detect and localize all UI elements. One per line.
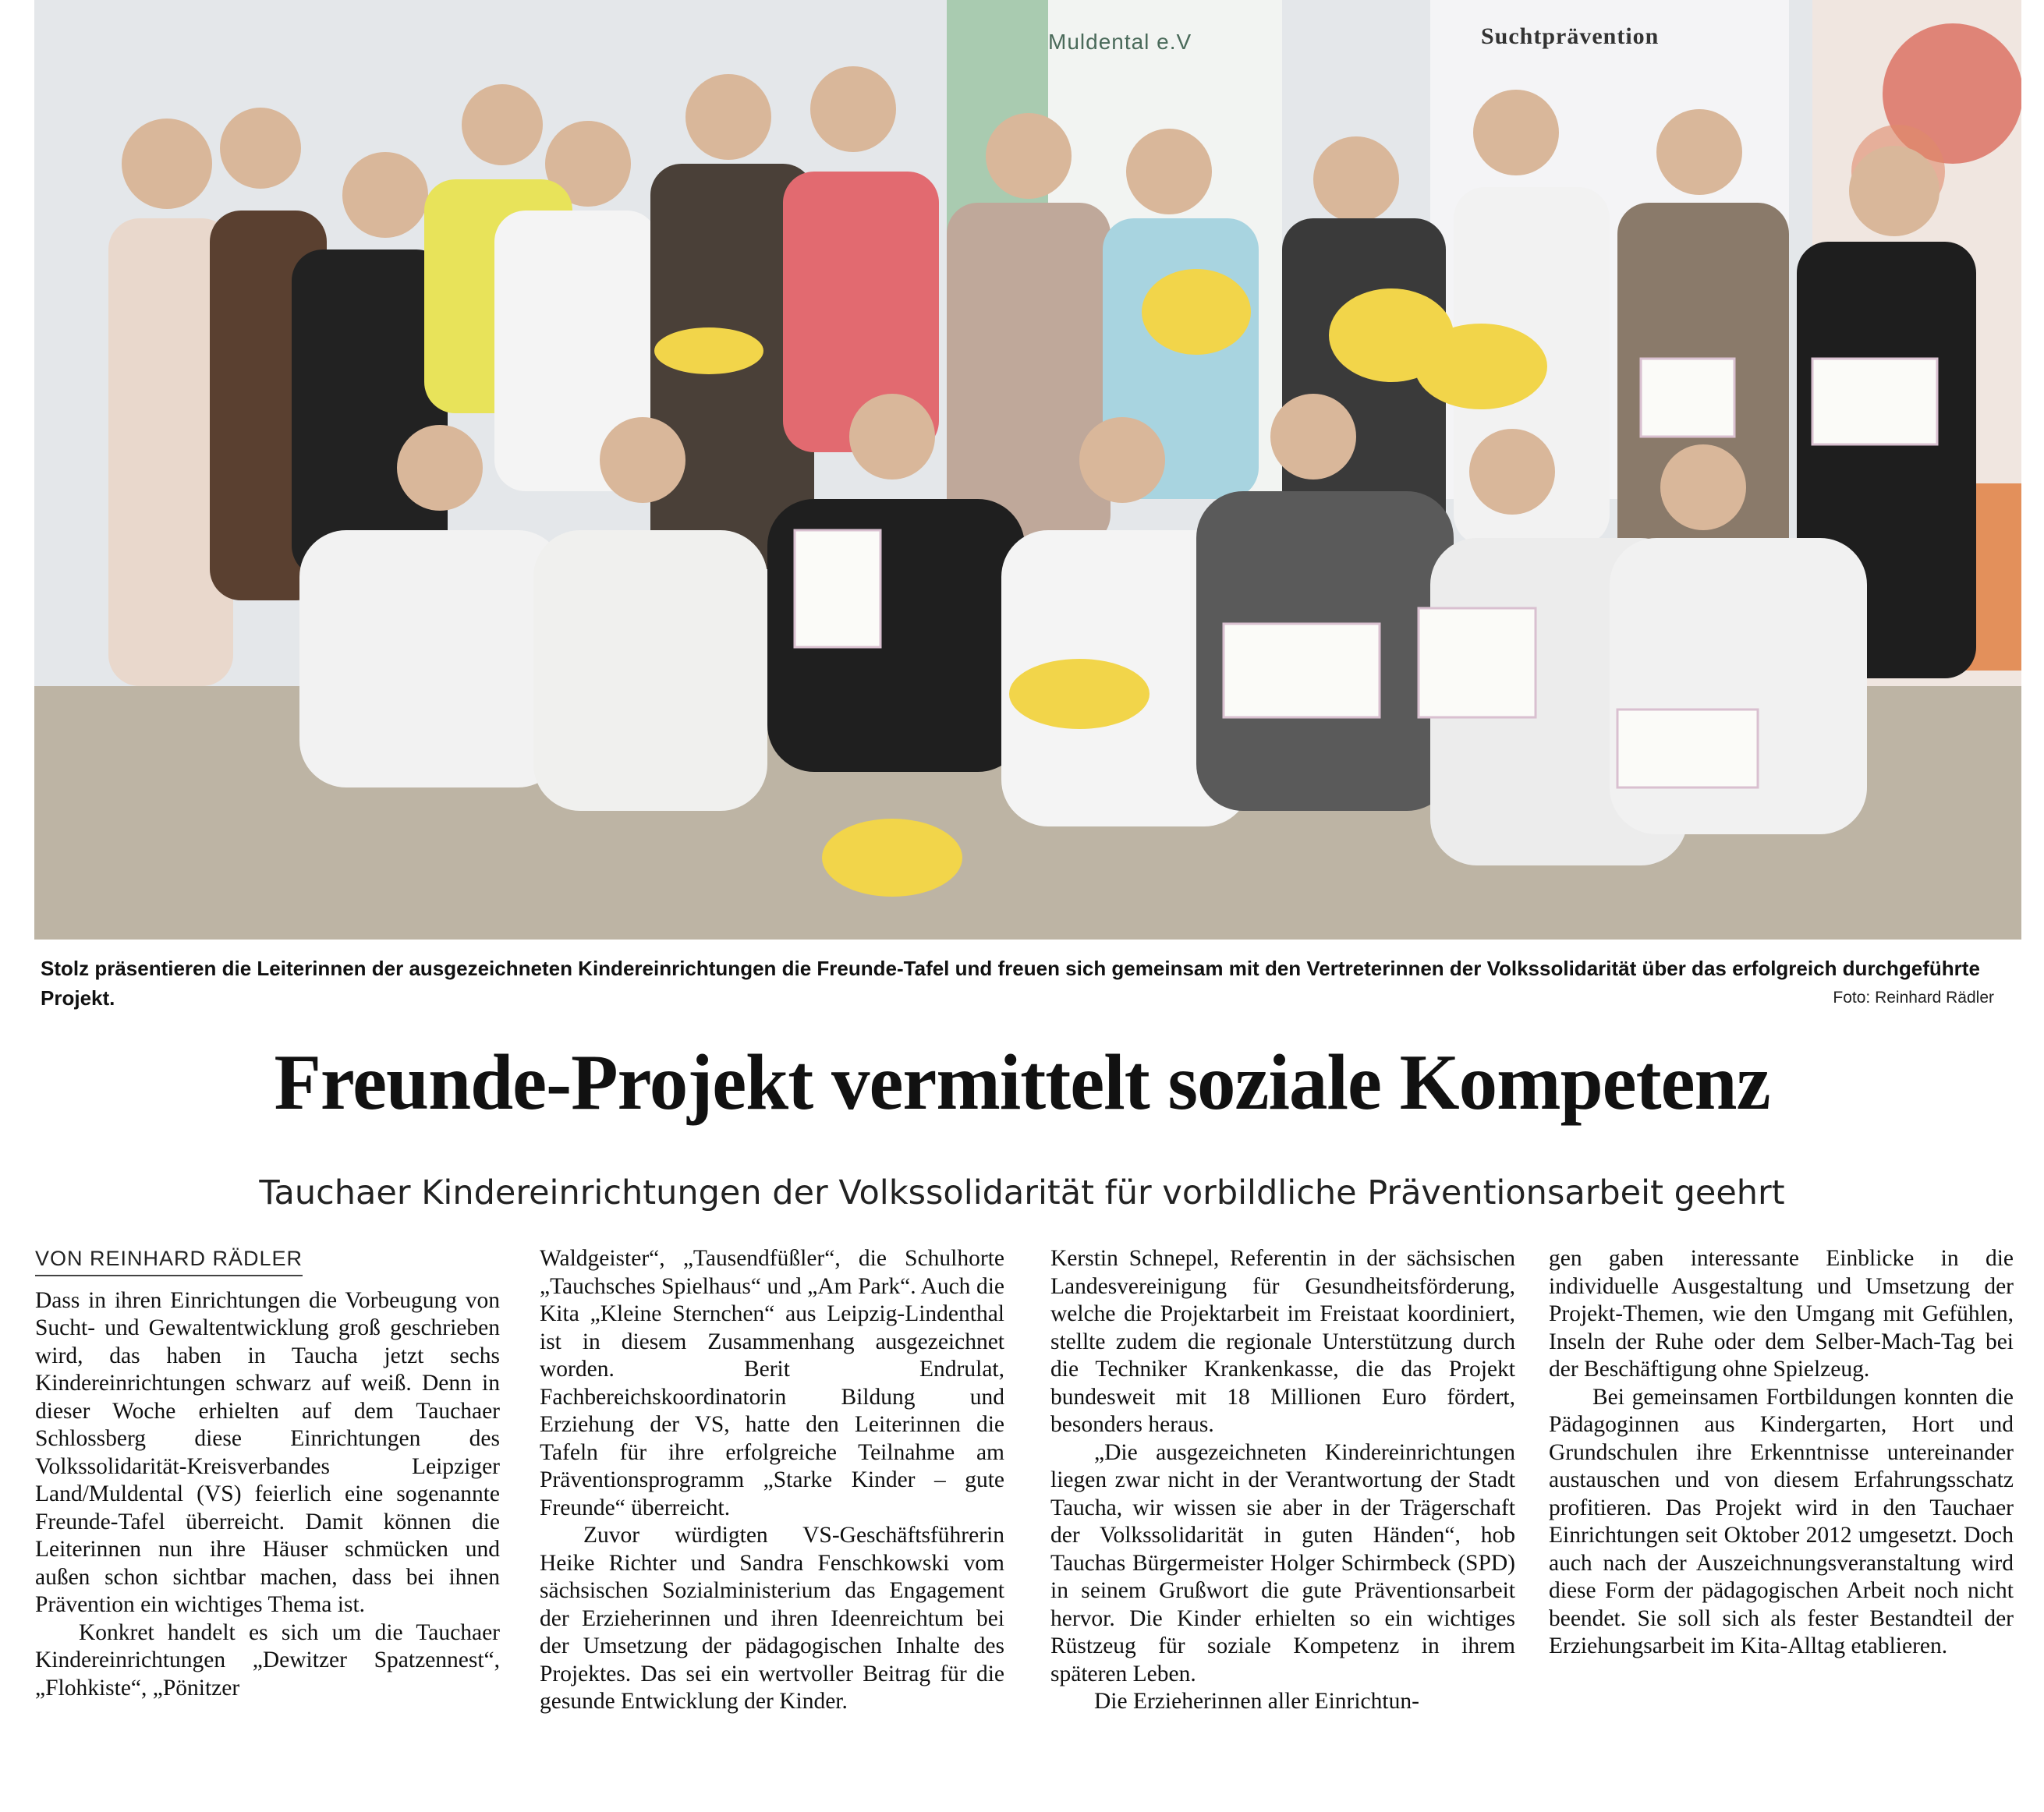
photo-credit: Foto: Reinhard Rädler — [1833, 989, 1994, 1007]
paragraph: „Die ausgezeichneten Kindereinrichtungen liegen zwar nicht in der Verantwortung der Stadt Taucha, wir wissen sie aber in der Trägerschaft der Volkssolidarität in guten Händen“, hob Tauchas Bürgermeister Holger Schirmbeck (SPD) in seinem Grußwort die gute Präventionsarbeit hervor. Die Kinder erhielten so ein wichtiges Rüstzeug für soziale Kompetenz in ihrem späteren Leben. — [1050, 1439, 1515, 1686]
article-photo — [34, 0, 2021, 940]
paragraph: Dass in ihren Einrichtungen die Vorbeugung von Sucht- und Gewaltentwicklung groß geschrieben wird, das haben in Taucha jetzt sechs Kindereinrichtungen schwarz auf weiß. Denn in dieser Woche erhielten auf dem Tauchaer Schlossberg diese Einrichtungen des Volkssolidarität-Kreisverbandes Leipziger Land/Muldental (VS) feierlich eine sogenannte Freunde-Tafel überreicht. Damit können die Leiterinnen nun ihre Häuser schmücken und außen schon sichtbar machen, dass bei ihnen Prävention ein wichtiges Thema ist. — [35, 1287, 500, 1617]
banner-text: Muldental e.V — [1048, 30, 1192, 54]
paragraph: Konkret handelt es sich um die Tauchaer Kindereinrichtungen „Dewitzer Spatzennest“, „Flohkiste“, „Pönitzer — [35, 1619, 500, 1701]
byline: VON REINHARD RÄDLER — [35, 1245, 303, 1276]
paragraph: gen gaben interessante Einblicke in die individuelle Ausgestaltung und Umsetzung der Projekt-Themen, wie den Umgang mit Gefühlen, Inseln der Ruhe oder dem Selber-Mach-Tag bei der Beschäftigung ohne Spielzeug. — [1549, 1246, 2014, 1382]
article-column-2 — [540, 1245, 1004, 1810]
poster-text: Suchtprävention — [1481, 23, 1660, 49]
paragraph: Zuvor würdigten VS-Geschäftsführerin Heike Richter und Sandra Fenschkowski vom sächsischen Sozialministerium das Engagement der Erzieherinnen und ihren Ideenreichtum bei der Umsetzung der pädagogischen Inhalte des Projektes. Das sei ein wertvoller Beitrag für die gesunde Entwicklung der Kinder. — [540, 1523, 1004, 1714]
photo-caption: Stolz präsentieren die Leiterinnen der ausgezeichneten Kindereinrichtungen die Freunde-Tafel und freuen sich gemeinsam mit den Vertreterinnen der Volkssolidarität über das erfolgreich durchgeführte Projekt. — [41, 957, 1980, 1010]
paragraph: Waldgeister“, „Tausendfüßler“, die Schulhorte „Tauchsches Spielhaus“ und „Am Park“. Auch die Kita „Kleine Sternchen“ aus Leipzig-Lindenthal ist in diesem Zusammenhang ausgezeichnet worden. Berit Endrulat, Fachbereichskoordinatorin Bildung und Erziehung der VS, hatte den Leiterinnen die Tafeln für ihre erfolgreiche Teilnahme am Präventionsprogramm „Starke Kinder – gute Freunde“ überreicht. — [540, 1246, 1004, 1520]
group-photo-illustration — [34, 0, 2021, 940]
subheadline: Tauchaer Kindereinrichtungen der Volkssolidarität für vorbildliche Präventionsarbeit geehrt — [259, 1173, 1785, 1212]
article-column-1 — [35, 1245, 500, 1810]
paragraph: Die Erzieherinnen aller Einrichtun- — [1094, 1689, 1419, 1714]
article-column-4 — [1549, 1245, 2014, 1810]
headline: Freunde-Projekt vermittelt soziale Kompetenz — [274, 1039, 1770, 1127]
paragraph: Kerstin Schnepel, Referentin in der sächsischen Landesvereinigung für Gesundheitsförderung, welche die Projektarbeit im Freistaat koordiniert, stellte zudem die regionale Unterstützung durch die Techniker Krankenkasse, die das Projekt bundesweit mit 18 Millionen Euro fördert, besonders heraus. — [1050, 1246, 1515, 1437]
paragraph: Bei gemeinsamen Fortbildungen konnten die Pädagoginnen aus Kindergarten, Hort und Grundschulen ihre Erkenntnisse untereinander austauschen und von diesem Erfahrungsschatz profitieren. Das Projekt wird in den Tauchaer Einrichtungen seit Oktober 2012 umgesetzt. Doch auch nach der Auszeichnungsveranstaltung wird diese Form der pädagogischen Arbeit noch nicht beendet. Sie soll sich als fester Bestandteil der Erziehungsarbeit im Kita-Alltag etablieren. — [1549, 1384, 2014, 1658]
article-column-3 — [1050, 1245, 1515, 1810]
